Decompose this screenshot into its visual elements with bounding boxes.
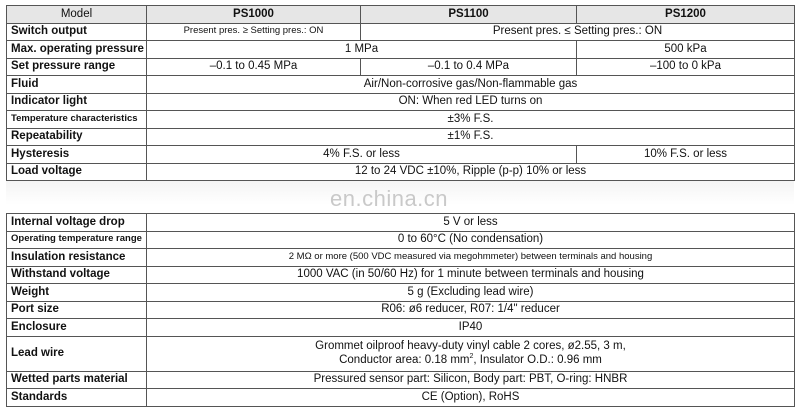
row-switch-output <box>7 23 795 41</box>
repeatability-value: ±1% F.S. <box>147 128 795 146</box>
max-pressure-ps1000-1100: 1 MPa <box>147 41 577 59</box>
header-ps1100: PS1100 <box>361 6 577 24</box>
port-value: R06: ø6 reducer, R07: 1/4" reducer <box>147 301 795 319</box>
hysteresis-ps1200: 10% F.S. or less <box>577 146 795 164</box>
label-insulation: Insulation resistance <box>7 249 147 267</box>
row-set-range <box>7 58 795 76</box>
label-switch-output: Switch output <box>7 23 147 41</box>
row-repeatability <box>7 128 795 146</box>
label-standards: Standards <box>7 389 147 407</box>
switch-output-ps1000: Present pres. ≥ Setting pres.: ON <box>147 23 361 41</box>
row-withstand <box>7 266 795 284</box>
op-temp-value: 0 to 60°C (No condensation) <box>147 231 795 249</box>
row-port <box>7 301 795 319</box>
spec-table-top <box>6 5 795 181</box>
set-range-ps1200: –100 to 0 kPa <box>577 58 795 76</box>
row-wetted <box>7 371 795 389</box>
weight-value: 5 g (Excluding lead wire) <box>147 284 795 302</box>
internal-drop-value: 5 V or less <box>147 214 795 232</box>
row-enclosure <box>7 319 795 337</box>
label-indicator: Indicator light <box>7 93 147 111</box>
standards-value: CE (Option), RoHS <box>147 389 795 407</box>
label-load-voltage: Load voltage <box>7 163 147 181</box>
row-standards <box>7 389 795 407</box>
header-row <box>7 6 795 24</box>
lead-wire-value <box>147 336 795 371</box>
label-enclosure: Enclosure <box>7 319 147 337</box>
lead-wire-superscript: 2 <box>469 353 474 361</box>
label-wetted: Wetted parts material <box>7 371 147 389</box>
label-set-range: Set pressure range <box>7 58 147 76</box>
row-fluid <box>7 76 795 94</box>
wetted-value: Pressured sensor part: Silicon, Body part: PBT, O-ring: HNBR <box>147 371 795 389</box>
switch-output-ps1100-1200: Present pres. ≤ Setting pres.: ON <box>361 23 795 41</box>
row-indicator <box>7 93 795 111</box>
temp-char-value: ±3% F.S. <box>147 111 795 129</box>
row-max-pressure <box>7 41 795 59</box>
set-range-ps1000: –0.1 to 0.45 MPa <box>147 58 361 76</box>
max-pressure-ps1200: 500 kPa <box>577 41 795 59</box>
row-weight <box>7 284 795 302</box>
label-temp-char: Temperature characteristics <box>7 111 147 129</box>
label-fluid: Fluid <box>7 76 147 94</box>
spec-table-bottom <box>6 213 795 407</box>
lead-wire-line2-b: , Insulator O.D.: 0.96 mm <box>473 353 602 366</box>
enclosure-value: IP40 <box>147 319 795 337</box>
label-max-pressure: Max. operating pressure <box>7 41 147 59</box>
watermark: en.china.cn <box>330 186 449 211</box>
row-load-voltage <box>7 163 795 181</box>
label-repeatability: Repeatability <box>7 128 147 146</box>
fluid-value: Air/Non-corrosive gas/Non-flammable gas <box>147 76 795 94</box>
row-hysteresis <box>7 146 795 164</box>
lead-wire-line2 <box>151 353 790 367</box>
lead-wire-line2-a: Conductor area: 0.18 mm <box>339 353 470 366</box>
set-range-ps1100: –0.1 to 0.4 MPa <box>361 58 577 76</box>
row-insulation <box>7 249 795 267</box>
row-op-temp <box>7 231 795 249</box>
load-voltage-value: 12 to 24 VDC ±10%, Ripple (p-p) 10% or less <box>147 163 795 181</box>
row-temp-char <box>7 111 795 129</box>
label-lead-wire: Lead wire <box>7 336 147 371</box>
label-hysteresis: Hysteresis <box>7 146 147 164</box>
indicator-value: ON: When red LED turns on <box>147 93 795 111</box>
withstand-value: 1000 VAC (in 50/60 Hz) for 1 minute between terminals and housing <box>147 266 795 284</box>
header-ps1200: PS1200 <box>577 6 795 24</box>
lead-wire-line1: Grommet oilproof heavy-duty vinyl cable 2 cores, ø2.55, 3 m, <box>315 339 626 352</box>
label-op-temp: Operating temperature range <box>7 231 147 249</box>
row-internal-drop <box>7 214 795 232</box>
header-ps1000: PS1000 <box>147 6 361 24</box>
row-lead-wire <box>7 336 795 371</box>
label-weight: Weight <box>7 284 147 302</box>
insulation-value: 2 MΩ or more (500 VDC measured via megohmmeter) between terminals and housing <box>147 249 795 267</box>
label-internal-drop: Internal voltage drop <box>7 214 147 232</box>
label-port: Port size <box>7 301 147 319</box>
hysteresis-ps1000-1100: 4% F.S. or less <box>147 146 577 164</box>
label-withstand: Withstand voltage <box>7 266 147 284</box>
header-model: Model <box>7 6 147 24</box>
